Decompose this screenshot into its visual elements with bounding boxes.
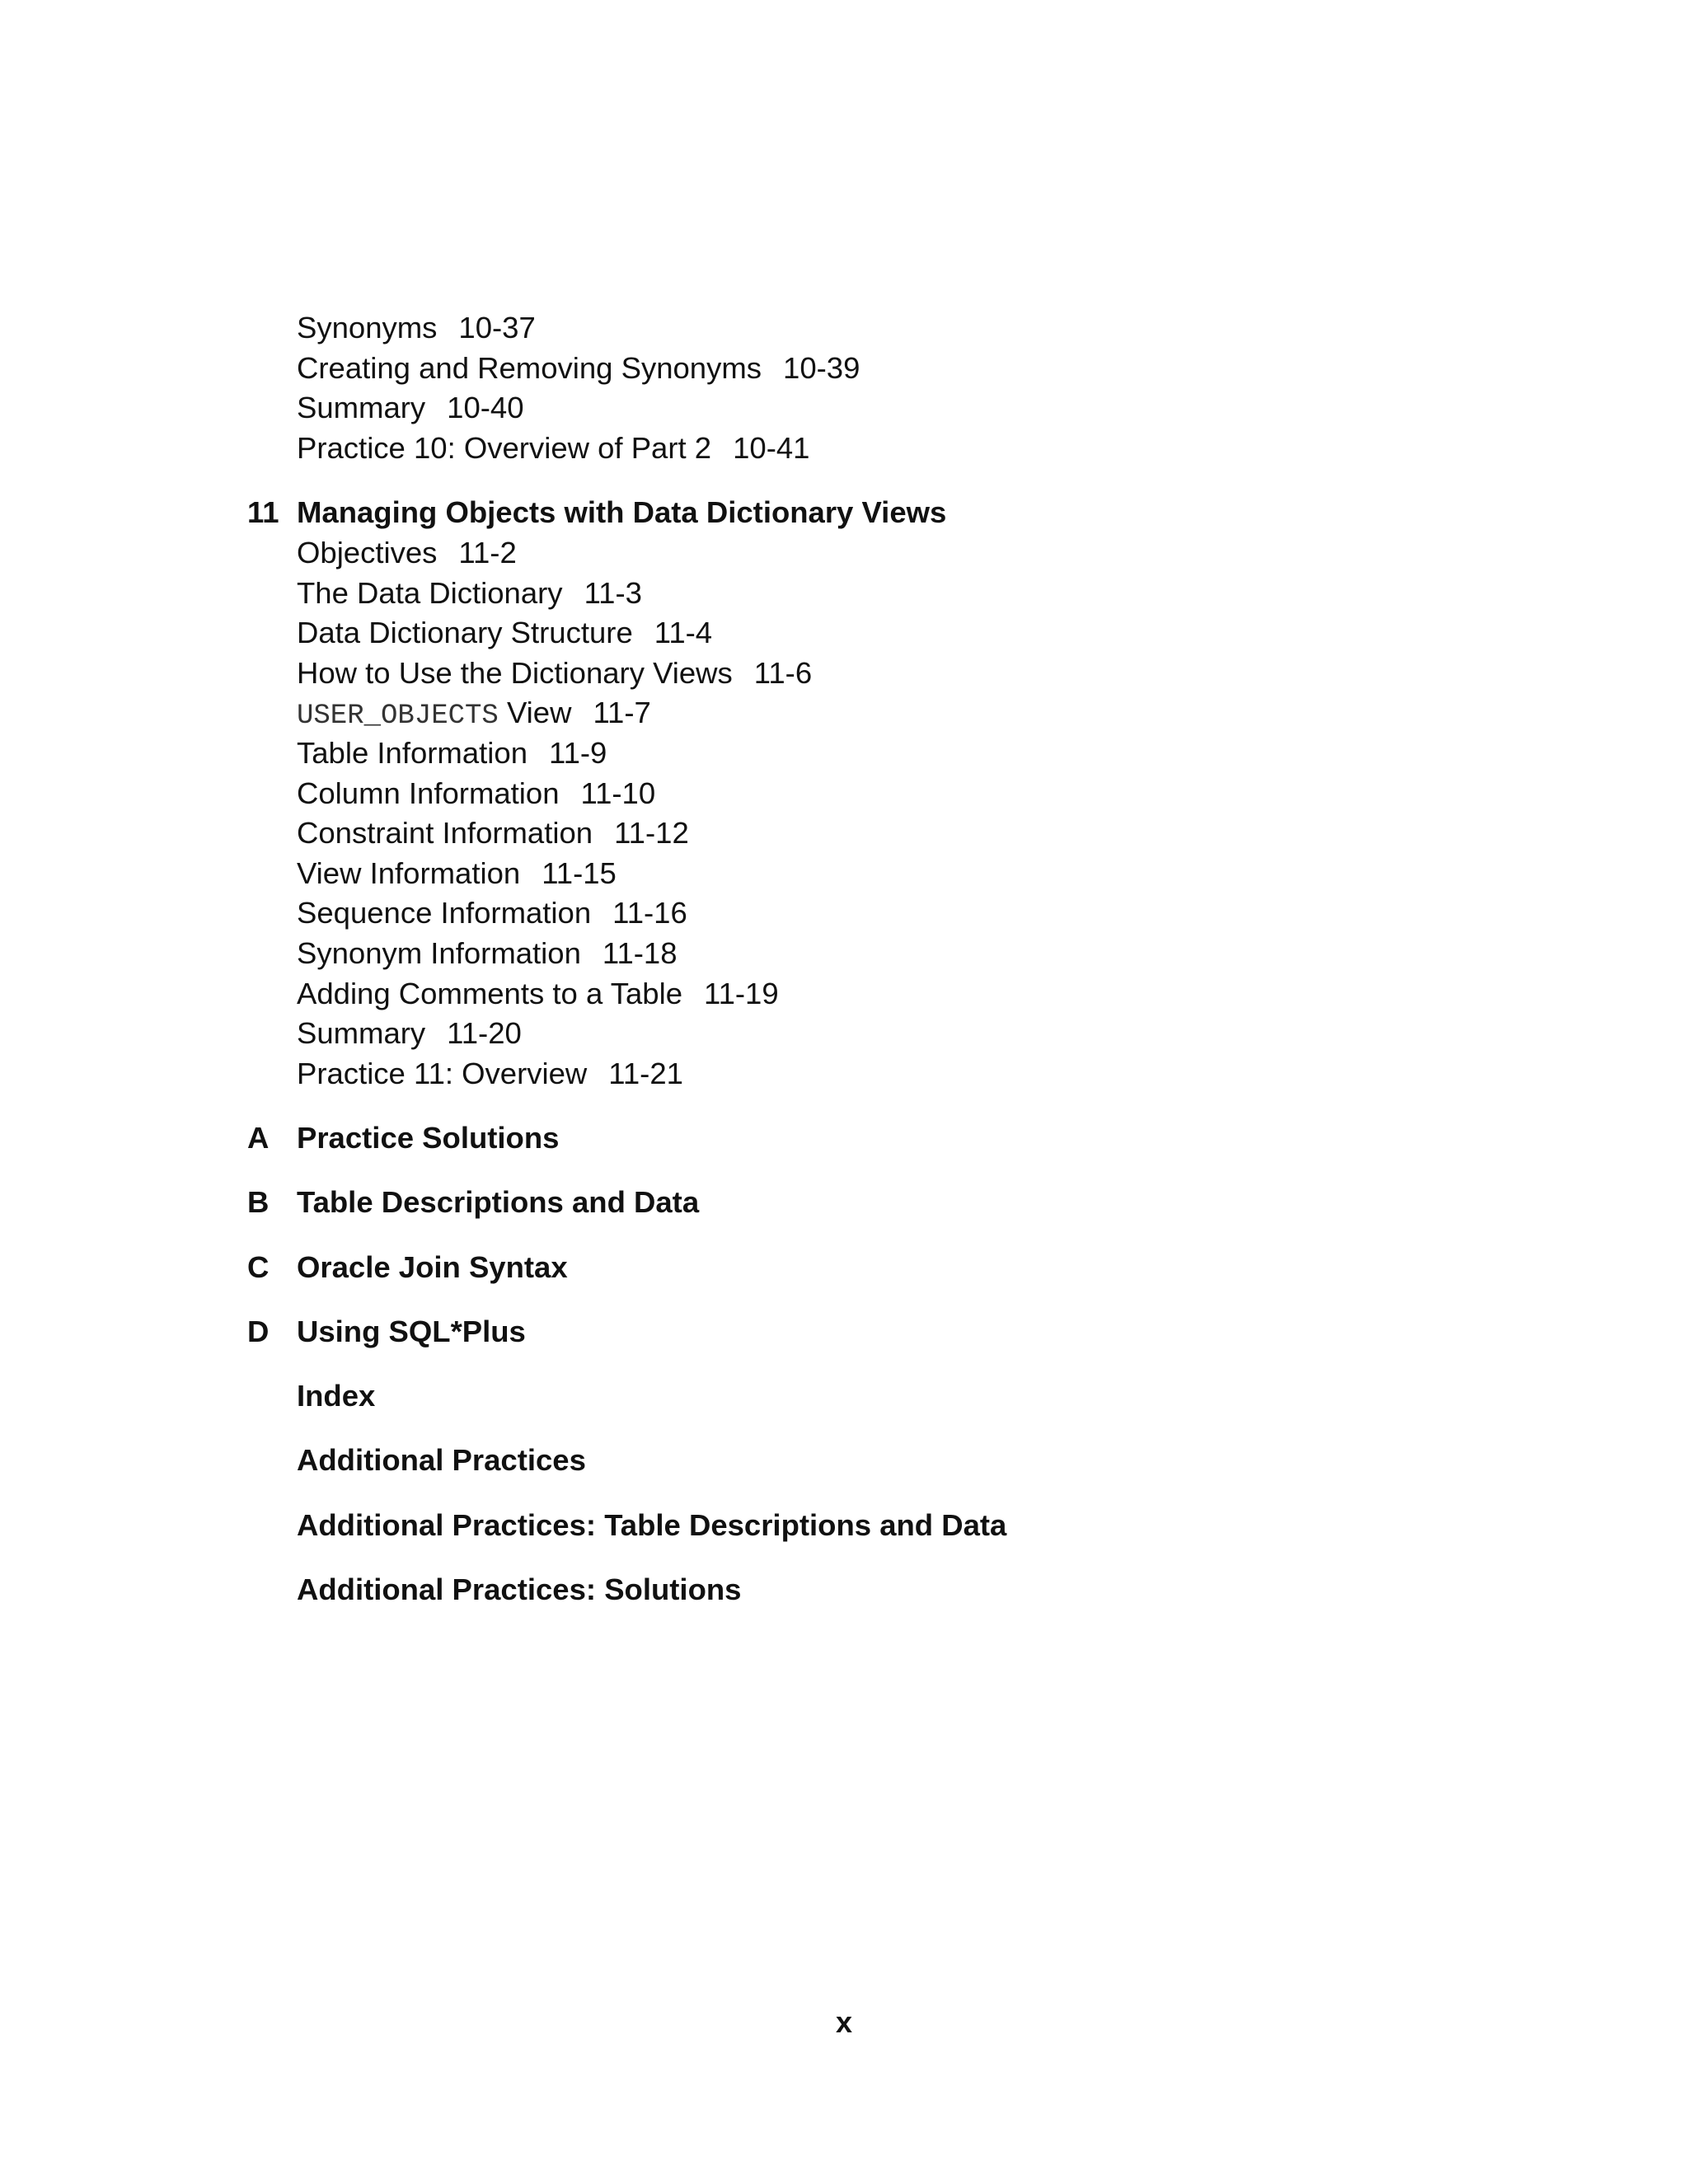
back-matter-title: Additional Practices: Table Descriptions and Data <box>297 1507 1007 1542</box>
toc-entry <box>297 429 1484 469</box>
toc-entry <box>297 308 1484 349</box>
toc-entry <box>297 349 1484 389</box>
toc-entry-title: View Information <box>297 855 521 890</box>
back-matter-title: Index <box>297 1379 376 1413</box>
toc-entry <box>297 388 1484 429</box>
toc-entry-page: 11-19 <box>704 976 779 1010</box>
toc-entry-title: Creating and Removing Synonyms <box>297 350 762 385</box>
toc-entry-page: 11-2 <box>458 535 517 569</box>
toc-entry-title: Synonyms <box>297 311 438 344</box>
appendix-letter: C <box>247 1249 270 1284</box>
appendix-heading <box>247 1248 1484 1288</box>
appendix-title: Table Descriptions and Data <box>297 1185 700 1220</box>
toc-entry <box>297 693 1484 733</box>
appendix-title: Practice Solutions <box>297 1120 560 1155</box>
toc-entry-page: 10-40 <box>447 391 524 425</box>
back-matter-heading <box>247 1570 1484 1610</box>
toc-entry <box>297 974 1484 1015</box>
toc-entry-title: Sequence Information <box>297 896 592 930</box>
toc-entry-page: 11-7 <box>593 696 651 730</box>
toc-entry <box>297 1014 1484 1054</box>
toc-entry-title: Practice 10: Overview of Part 2 <box>297 430 712 465</box>
toc-entry-page: 11-10 <box>580 776 656 810</box>
appendix-letter <box>247 1570 297 1610</box>
toc-entry <box>297 654 1484 694</box>
toc-entry-page: 11-3 <box>584 575 642 610</box>
toc-entry <box>297 613 1484 654</box>
appendix-letter <box>247 1506 297 1546</box>
appendix-heading <box>247 1312 1484 1352</box>
toc-entry-title: Column Information <box>297 776 560 810</box>
appendix-letter <box>247 1441 297 1481</box>
chapter-title: Managing Objects with Data Dictionary Views <box>297 495 947 530</box>
appendix-title: Using SQL*Plus <box>297 1314 526 1348</box>
chapter-heading <box>247 493 1484 533</box>
toc-entry-title: Synonym Information <box>297 935 581 970</box>
table-of-contents <box>247 308 1484 1610</box>
toc-entry-title: Adding Comments to a Table <box>297 976 683 1010</box>
appendix-letter <box>247 1376 297 1417</box>
toc-entry-page: 11-6 <box>753 655 813 690</box>
toc-entry-title: How to Use the Dictionary Views <box>297 655 733 690</box>
toc-entry <box>297 854 1484 894</box>
toc-entry-code: USER_OBJECTS <box>297 701 499 733</box>
toc-entry-title: View <box>498 696 572 730</box>
toc-entry-title: Constraint Information <box>297 816 593 851</box>
toc-entry-page: 11-9 <box>549 735 607 770</box>
appendix-title: Oracle Join Syntax <box>297 1249 568 1284</box>
toc-entry-title: Table Information <box>297 735 528 770</box>
page-number: x <box>835 2005 853 2039</box>
toc-entry-title: Summary <box>297 391 426 425</box>
toc-entry-title: Data Dictionary Structure <box>297 616 633 650</box>
toc-entry-title: Practice 11: Overview <box>297 1056 588 1090</box>
toc-entry <box>297 1054 1484 1094</box>
toc-entry-page: 11-20 <box>447 1016 522 1051</box>
back-matter-title: Additional Practices <box>297 1443 586 1478</box>
chapter-10-continued-entries <box>247 308 1484 468</box>
toc-entry-page: 11-18 <box>602 935 678 970</box>
toc-entry <box>297 893 1484 934</box>
toc-entry-page: 10-37 <box>458 311 536 344</box>
toc-entry-page: 11-21 <box>608 1056 683 1090</box>
toc-entry-title: Objectives <box>297 535 438 569</box>
toc-entry-title: Summary <box>297 1016 426 1051</box>
toc-entry-page: 11-16 <box>612 896 687 930</box>
chapter-11-block <box>247 493 1484 1094</box>
appendix-letter: B <box>247 1185 270 1220</box>
chapter-11-entries <box>247 533 1484 1094</box>
appendix-heading <box>247 1183 1484 1223</box>
chapter-number: 11 <box>247 495 279 530</box>
toc-entry-title: The Data Dictionary <box>297 575 563 610</box>
toc-entry <box>297 774 1484 814</box>
back-matter-heading <box>247 1376 1484 1417</box>
toc-entry-page: 11-12 <box>614 816 689 851</box>
toc-entry-page: 10-41 <box>733 430 810 465</box>
back-matter-heading <box>247 1441 1484 1481</box>
appendix-letter: A <box>247 1120 270 1155</box>
back-matter-title: Additional Practices: Solutions <box>297 1572 742 1606</box>
toc-entry-page: 11-4 <box>654 616 713 650</box>
appendix-heading <box>247 1118 1484 1159</box>
toc-entry <box>297 533 1484 574</box>
toc-entry <box>297 813 1484 854</box>
toc-entry <box>297 574 1484 614</box>
toc-entry <box>297 934 1484 974</box>
toc-entry <box>297 733 1484 774</box>
back-matter-heading <box>247 1506 1484 1546</box>
toc-entry-page: 10-39 <box>783 350 860 385</box>
appendix-letter: D <box>247 1314 270 1348</box>
toc-entry-page: 11-15 <box>542 855 617 890</box>
